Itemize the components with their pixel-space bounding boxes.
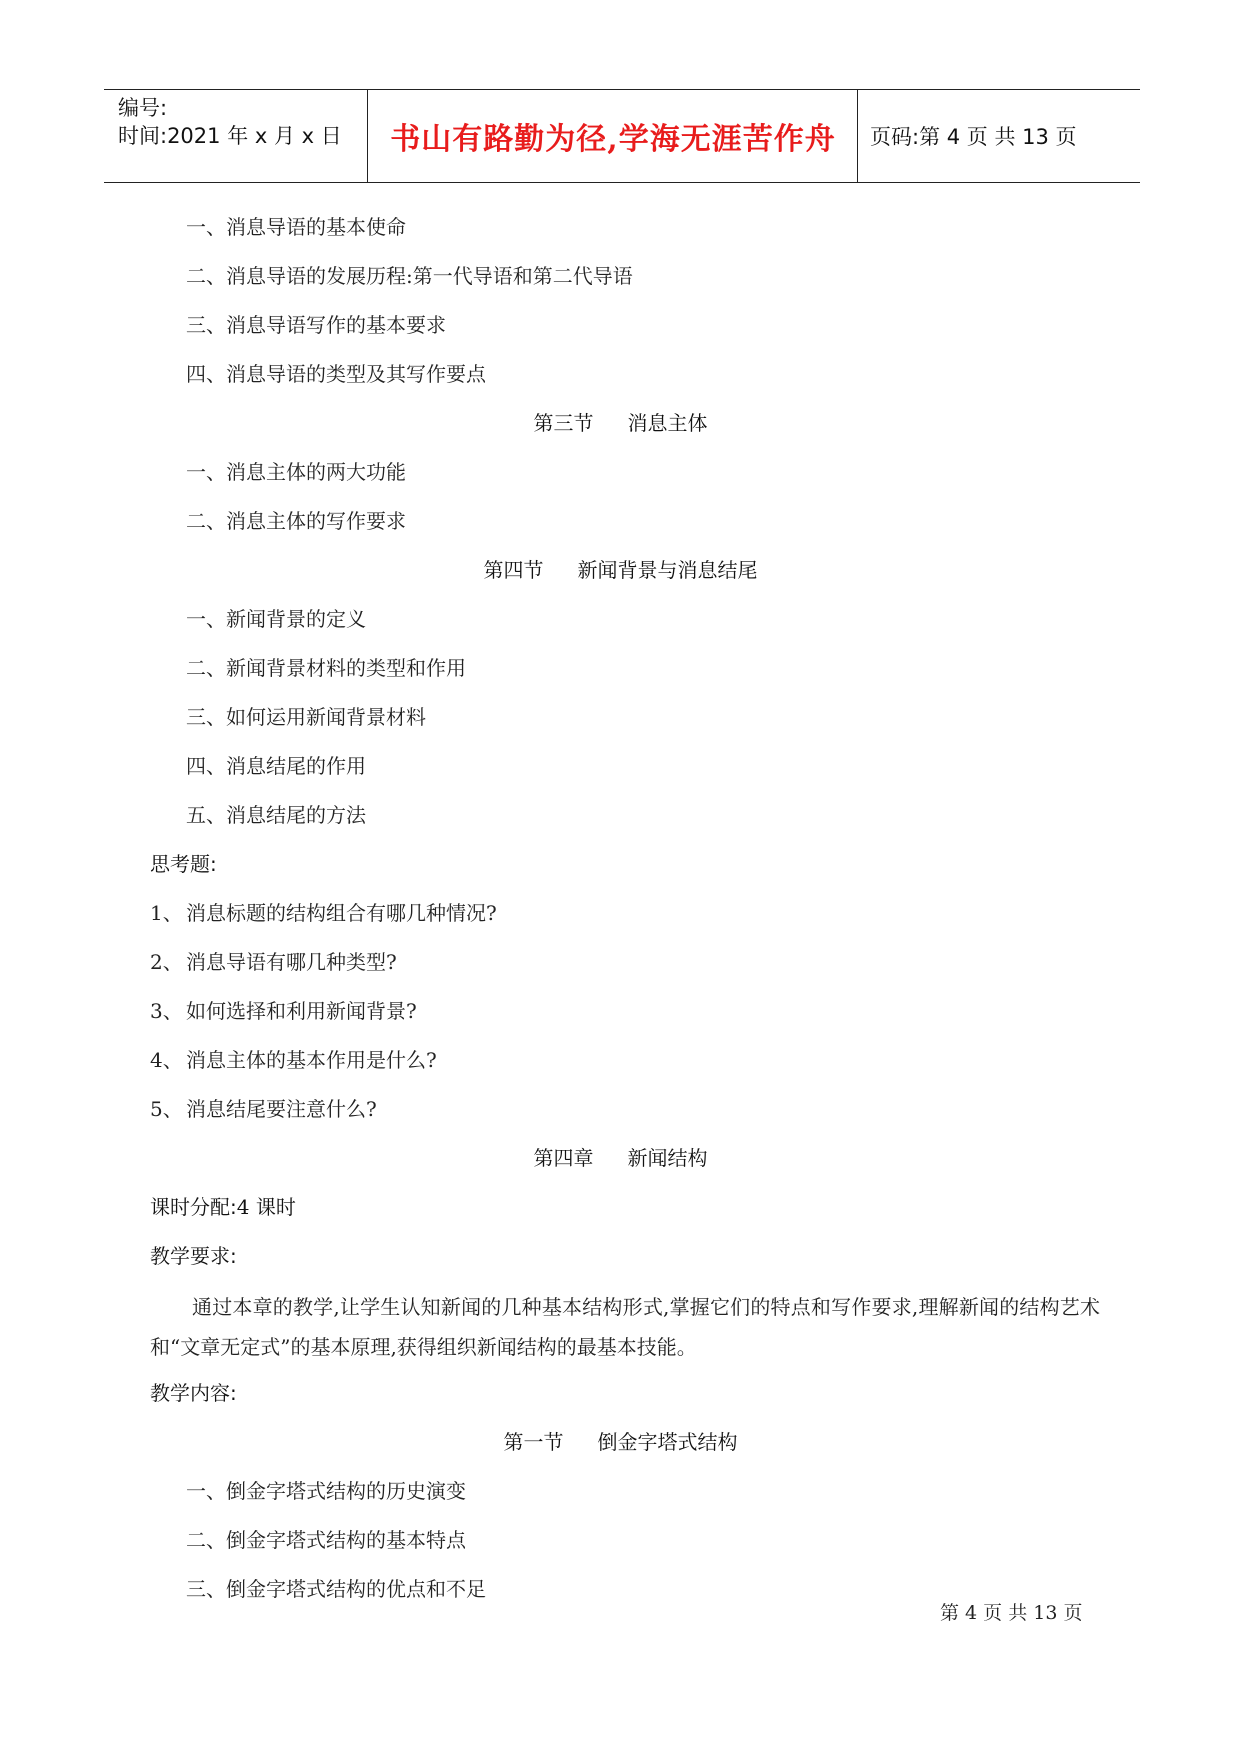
list-item: 四、消息结尾的作用 [186,754,366,778]
section-title: 倒金字塔式结构 [597,1430,738,1454]
header-motto: 书山有路勤为径,学海无涯苦作舟 [390,122,836,157]
hours-line [150,1192,296,1222]
list-item: 一、消息导语的基本使命 [186,215,406,239]
page-footer: 第 4 页 共 13 页 [940,1602,1083,1624]
chapter-number: 第四章 [533,1146,594,1170]
header-number: 编号: [118,96,168,120]
question-item: 4、 消息主体的基本作用是什么? [150,1048,437,1072]
chapter-title: 新闻结构 [627,1146,708,1170]
header-divider [367,90,368,182]
list-item: 一、新闻背景的定义 [186,607,366,631]
question-item: 3、 如何选择和利用新闻背景? [150,999,417,1023]
header-page-number: 页码:第 4 页 共 13 页 [870,125,1077,149]
section-heading-4 [0,555,1241,585]
question-item: 5、 消息结尾要注意什么? [150,1097,377,1121]
section-number: 第四节 [483,558,544,582]
section-title: 消息主体 [627,411,708,435]
header-time: 时间:2021 年 x 月 x 日 [118,124,342,148]
list-item: 二、消息主体的写作要求 [186,509,406,533]
section-number: 第一节 [503,1430,564,1454]
header-divider [857,90,858,182]
hours-value: 4 课时 [236,1195,296,1219]
question-item: 2、 消息导语有哪几种类型? [150,950,397,974]
requirements-label: 教学要求: [150,1244,237,1268]
list-item: 二、倒金字塔式结构的基本特点 [186,1528,466,1552]
list-item: 五、消息结尾的方法 [186,803,366,827]
list-item: 一、消息主体的两大功能 [186,460,406,484]
section-heading-1 [0,1427,1241,1457]
list-item: 三、消息导语写作的基本要求 [186,313,446,337]
list-item: 一、倒金字塔式结构的历史演变 [186,1479,466,1503]
hours-label: 课时分配: [150,1195,237,1219]
list-item: 三、如何运用新闻背景材料 [186,705,426,729]
questions-label: 思考题: [150,852,217,876]
content-label: 教学内容: [150,1381,237,1405]
list-item: 三、倒金字塔式结构的优点和不足 [186,1577,486,1601]
section-number: 第三节 [533,411,594,435]
chapter-heading [0,1143,1241,1173]
list-item: 二、消息导语的发展历程:第一代导语和第二代导语 [186,264,633,288]
requirements-paragraph: 通过本章的教学,让学生认知新闻的几种基本结构形式,掌握它们的特点和写作要求,理解新闻的结构艺术和“文章无定式”的基本原理,获得组织新闻结构的最基本技能。 [150,1295,1100,1359]
section-title: 新闻背景与消息结尾 [577,558,758,582]
page-header [104,89,1140,183]
question-item: 1、 消息标题的结构组合有哪几种情况? [150,901,497,925]
header-meta [118,94,342,150]
list-item: 二、新闻背景材料的类型和作用 [186,656,466,680]
list-item: 四、消息导语的类型及其写作要点 [186,362,486,386]
section-heading-3 [0,408,1241,438]
